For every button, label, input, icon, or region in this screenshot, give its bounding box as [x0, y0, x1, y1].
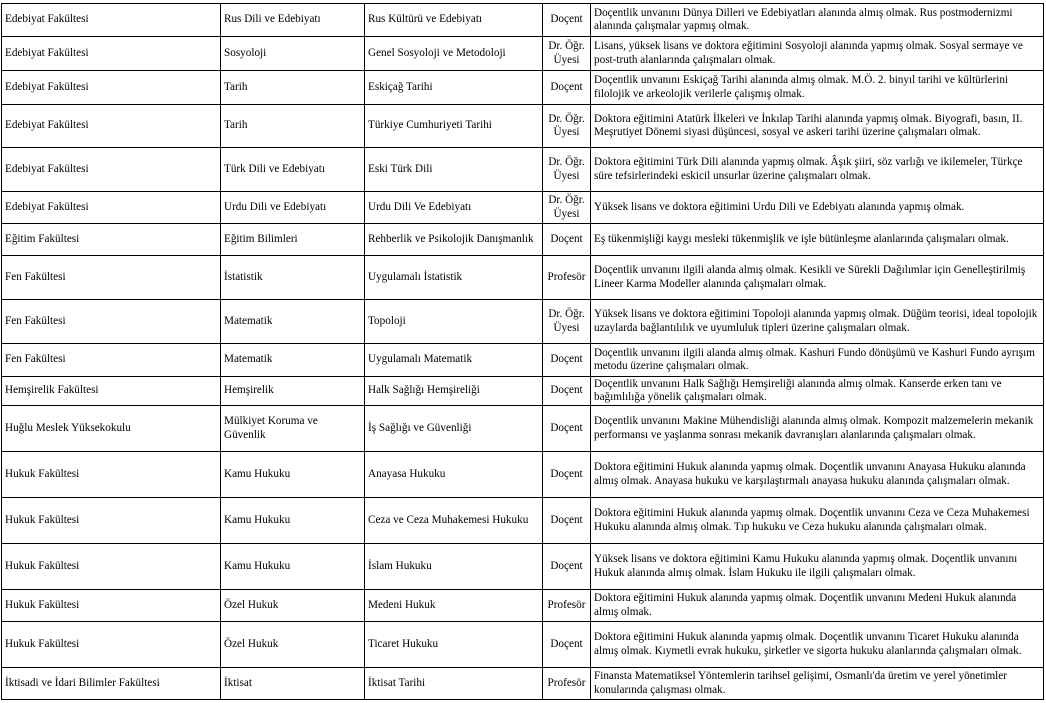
cell-title: Dr. Öğr. Üyesi: [543, 148, 591, 192]
table-row: [2, 105, 1044, 148]
cell-requirement: Lisans, yüksek lisans ve doktora eğitimini Sosyoloji alanında yapmış olmak. Sosyal sermaye ve post-truth alanlarında çalışmaları olmak.: [591, 37, 1044, 71]
cell-faculty: Edebiyat Fakültesi: [2, 148, 221, 192]
cell-requirement: Doçentlik unvanını Makine Mühendisliği alanında almış olmak. Kompozit malzemelerin mekanik performansı ve yaşlanma sonrası mekanik davranışları alanlarında çalışmaları olmak.: [591, 406, 1044, 452]
table-row: [2, 192, 1044, 224]
cell-requirement: Doktora eğitimini Atatürk İlkeleri ve İnkılap Tarihi alanında yapmış olmak. Biyografi, basın, II. Meşrutiyet Dönemi siyasi düşüncesi, sosyal ve askeri tarihi üzerine çalışmaları olmak.: [591, 105, 1044, 148]
cell-department: Kamu Hukuku: [221, 452, 365, 498]
cell-field: İktisat Tarihi: [365, 668, 543, 700]
cell-requirement: Doktora eğitimini Hukuk alanında yapmış olmak. Doçentlik unvanını Ticaret Hukuku alanında almış olmak. Kıymetli evrak hukuku, şirketler ve sigorta hukuku alanlarında çalışmaları olmak.: [591, 622, 1044, 668]
cell-faculty: Hukuk Fakültesi: [2, 452, 221, 498]
cell-department: Kamu Hukuku: [221, 544, 365, 590]
cell-department: İktisat: [221, 668, 365, 700]
cell-faculty: Edebiyat Fakültesi: [2, 192, 221, 224]
cell-requirement: Finansta Matematiksel Yöntemlerin tarihsel gelişimi, Osmanlı'da üretim ve yerel yönetimler konularında çalışması olmak.: [591, 668, 1044, 700]
cell-faculty: Hukuk Fakültesi: [2, 590, 221, 622]
position-table: [1, 3, 1044, 700]
cell-title: Doçent: [543, 544, 591, 590]
cell-faculty: Eğitim Fakültesi: [2, 224, 221, 256]
table-row: [2, 148, 1044, 192]
cell-requirement: Eş tükenmişliği kaygı mesleki tükenmişlik ve işle bütünleşme alanlarında çalışmaları olmak.: [591, 224, 1044, 256]
table-row: [2, 37, 1044, 71]
cell-faculty: Edebiyat Fakültesi: [2, 71, 221, 105]
cell-requirement: Doktora eğitimini Türk Dili alanında yapmış olmak. Âşık şiiri, söz varlığı ve ikilemeler, Türkçe süre tefsirlerindeki eskicil unsurlar üzerine çalışmaları olmak.: [591, 148, 1044, 192]
cell-field: Genel Sosyoloji ve Metodoloji: [365, 37, 543, 71]
cell-title: Doçent: [543, 4, 591, 37]
cell-field: Uygulamalı İstatistik: [365, 256, 543, 300]
cell-title: Doçent: [543, 622, 591, 668]
cell-field: Medeni Hukuk: [365, 590, 543, 622]
cell-department: Özel Hukuk: [221, 590, 365, 622]
cell-field: Rehberlik ve Psikolojik Danışmanlık: [365, 224, 543, 256]
table-row: [2, 406, 1044, 452]
cell-department: Hemşirelik: [221, 377, 365, 406]
cell-faculty: Hemşirelik Fakültesi: [2, 377, 221, 406]
cell-requirement: Doçentlik unvanını Dünya Dilleri ve Edebiyatları alanında almış olmak. Rus postmodernizmi alanında çalışmalar yapmış olmak.: [591, 4, 1044, 37]
cell-department: Mülkiyet Koruma ve Güvenlik: [221, 406, 365, 452]
cell-title: Doçent: [543, 71, 591, 105]
cell-faculty: Fen Fakültesi: [2, 344, 221, 377]
cell-department: Tarih: [221, 105, 365, 148]
cell-department: Kamu Hukuku: [221, 498, 365, 544]
cell-title: Doçent: [543, 377, 591, 406]
cell-faculty: Hukuk Fakültesi: [2, 622, 221, 668]
cell-field: Halk Sağlığı Hemşireliği: [365, 377, 543, 406]
cell-field: İslam Hukuku: [365, 544, 543, 590]
cell-faculty: Edebiyat Fakültesi: [2, 37, 221, 71]
cell-faculty: Fen Fakültesi: [2, 300, 221, 344]
cell-department: Tarih: [221, 71, 365, 105]
table-row: [2, 590, 1044, 622]
table-body: [2, 4, 1044, 700]
cell-department: Rus Dili ve Edebiyatı: [221, 4, 365, 37]
table-row: [2, 622, 1044, 668]
cell-field: Ticaret Hukuku: [365, 622, 543, 668]
cell-requirement: Doçentlik unvanını ilgili alanda almış olmak. Kashuri Fundo dönüşümü ve Kashuri Fundo ayrışım metodu üzerine çalışmaları olmak.: [591, 344, 1044, 377]
table-row: [2, 256, 1044, 300]
cell-requirement: Doktora eğitimini Hukuk alanında yapmış olmak. Doçentlik unvanını Medeni Hukuk alanında almış olmak.: [591, 590, 1044, 622]
cell-requirement: Yüksek lisans ve doktora eğitimini Urdu Dili ve Edebiyatı alanında yapmış olmak.: [591, 192, 1044, 224]
cell-faculty: Edebiyat Fakültesi: [2, 4, 221, 37]
cell-department: Sosyoloji: [221, 37, 365, 71]
cell-field: Topoloji: [365, 300, 543, 344]
cell-title: Dr. Öğr. Üyesi: [543, 105, 591, 148]
table-row: [2, 377, 1044, 406]
cell-requirement: Doktora eğitimini Hukuk alanında yapmış olmak. Doçentlik unvanını Anayasa Hukuku alanında almış olmak. Anayasa hukuku ve karşılaştırmalı anayasa hukuku alanında çalışmaları olmak.: [591, 452, 1044, 498]
cell-department: Urdu Dili ve Edebiyatı: [221, 192, 365, 224]
cell-title: Dr. Öğr. Üyesi: [543, 300, 591, 344]
cell-title: Doçent: [543, 452, 591, 498]
cell-field: Türkiye Cumhuriyeti Tarihi: [365, 105, 543, 148]
table-row: [2, 498, 1044, 544]
cell-field: Urdu Dili Ve Edebiyatı: [365, 192, 543, 224]
table-row: [2, 71, 1044, 105]
table-row: [2, 300, 1044, 344]
cell-field: Anayasa Hukuku: [365, 452, 543, 498]
cell-faculty: Hukuk Fakültesi: [2, 544, 221, 590]
cell-requirement: Doçentlik unvanını Halk Sağlığı Hemşireliği alanında almış olmak. Kanserde erken tanı ve bağımlılığa yönelik çalışmaları olmak.: [591, 377, 1044, 406]
cell-department: Matematik: [221, 300, 365, 344]
cell-title: Dr. Öğr. Üyesi: [543, 192, 591, 224]
cell-department: Özel Hukuk: [221, 622, 365, 668]
cell-department: Matematik: [221, 344, 365, 377]
cell-requirement: Doçentlik unvanını Eskiçağ Tarihi alanında almış olmak. M.Ö. 2. binyıl tarihi ve kültürlerini filolojik ve arkeolojik verilerle çalışmış olmak.: [591, 71, 1044, 105]
cell-title: Doçent: [543, 344, 591, 377]
cell-requirement: Yüksek lisans ve doktora eğitimini Kamu Hukuku alanında yapmış olmak. Doçentlik unvanını Hukuk alanında almış olmak. İslam Hukuku ile ilgili çalışmaları olmak.: [591, 544, 1044, 590]
table-row: [2, 224, 1044, 256]
cell-title: Dr. Öğr. Üyesi: [543, 37, 591, 71]
cell-faculty: Hukuk Fakültesi: [2, 498, 221, 544]
cell-faculty: Huğlu Meslek Yüksekokulu: [2, 406, 221, 452]
cell-department: Türk Dili ve Edebiyatı: [221, 148, 365, 192]
cell-title: Doçent: [543, 224, 591, 256]
cell-faculty: Edebiyat Fakültesi: [2, 105, 221, 148]
cell-title: Profesör: [543, 590, 591, 622]
cell-title: Profesör: [543, 668, 591, 700]
table-row: [2, 668, 1044, 700]
table-row: [2, 344, 1044, 377]
cell-title: Profesör: [543, 256, 591, 300]
cell-field: Eski Türk Dili: [365, 148, 543, 192]
cell-faculty: İktisadi ve İdari Bilimler Fakültesi: [2, 668, 221, 700]
cell-requirement: Yüksek lisans ve doktora eğitimini Topoloji alanında yapmış olmak. Düğüm teorisi, ideal topolojik uzaylarda bağlantılılık ve uyumluluk tipleri üzerine çalışmaları olmak.: [591, 300, 1044, 344]
table-row: [2, 4, 1044, 37]
cell-field: Rus Kültürü ve Edebiyatı: [365, 4, 543, 37]
cell-department: İstatistik: [221, 256, 365, 300]
cell-department: Eğitim Bilimleri: [221, 224, 365, 256]
cell-requirement: Doktora eğitimini Hukuk alanında yapmış olmak. Doçentlik unvanını Ceza ve Ceza Muhakemesi Hukuku alanında almış olmak. Tıp hukuku ve Ceza hukuku alanında çalışmaları olmak.: [591, 498, 1044, 544]
cell-title: Doçent: [543, 498, 591, 544]
table-row: [2, 544, 1044, 590]
cell-field: Ceza ve Ceza Muhakemesi Hukuku: [365, 498, 543, 544]
table-row: [2, 452, 1044, 498]
cell-field: Eskiçağ Tarihi: [365, 71, 543, 105]
cell-field: Uygulamalı Matematik: [365, 344, 543, 377]
cell-requirement: Doçentlik unvanını ilgili alanda almış olmak. Kesikli ve Sürekli Dağılımlar için Genelleştirilmiş Lineer Karma Modeller alanında çalışmaları olmak.: [591, 256, 1044, 300]
cell-field: İş Sağlığı ve Güvenliği: [365, 406, 543, 452]
cell-faculty: Fen Fakültesi: [2, 256, 221, 300]
cell-title: Doçent: [543, 406, 591, 452]
